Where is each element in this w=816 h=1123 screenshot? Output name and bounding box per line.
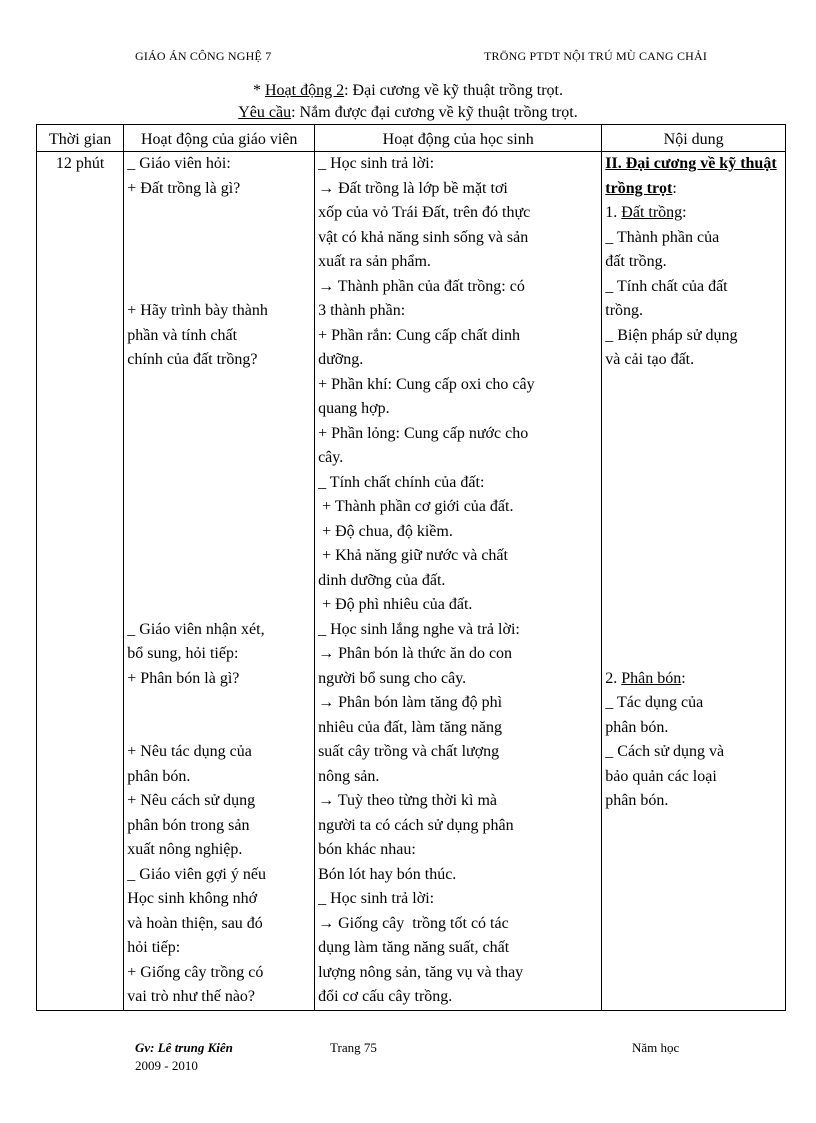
- student-line: suất cây trồng và chất lượng: [318, 743, 500, 760]
- time-cell: 12 phút: [37, 152, 124, 1011]
- student-line: vật có khả năng sinh sống và sản: [318, 228, 529, 246]
- teacher-line: [127, 495, 311, 520]
- header-time: Thời gian: [37, 125, 124, 152]
- teacher-line: [127, 446, 311, 471]
- header-teacher: Hoạt động của giáo viên: [124, 125, 315, 152]
- student-line: đổi cơ cấu cây trồng.: [318, 988, 453, 1005]
- teacher-line: + Hãy trình bày thành: [127, 302, 268, 319]
- student-line: + Thành phần cơ giới của đất.: [318, 498, 514, 515]
- teacher-line: vai trò như thế nào?: [127, 988, 256, 1005]
- student-line: nhiêu của đất, làm tăng năng: [318, 718, 503, 736]
- student-line: nông sản.: [318, 767, 380, 785]
- student-line: _ Học sinh trả lời:: [318, 155, 435, 172]
- student-line: người ta có cách sử dụng phân: [318, 816, 514, 834]
- teacher-line: chính của đất trồng?: [127, 351, 258, 368]
- student-line: dụng làm tăng năng suất, chất: [318, 939, 510, 956]
- student-line: → Tuỳ theo từng thời kì mà: [318, 792, 498, 809]
- student-line: _ Tính chất chính của đất:: [318, 473, 485, 491]
- teacher-line: [127, 250, 311, 275]
- content-line: và cải tạo đất.: [605, 351, 695, 368]
- footer-page: Trang 75: [330, 1040, 377, 1055]
- teacher-line: và hoàn thiện, sau đó: [127, 914, 263, 932]
- student-line: → Thành phần của đất trồng: có: [318, 277, 525, 295]
- teacher-line: [127, 226, 311, 251]
- teacher-line: + Phân bón là gì?: [127, 669, 240, 687]
- student-cell: [315, 152, 602, 1011]
- content-line: _ Tính chất của đất: [605, 277, 728, 295]
- activity-title: * Hoạt động 2: Đại cương về kỹ thuật trồng trọt.: [253, 82, 563, 99]
- student-line: 3 thành phần:: [318, 302, 406, 319]
- student-line: _ Học sinh trả lời:: [318, 890, 435, 907]
- student-line: lượng nông sản, tăng vụ và thay: [318, 963, 524, 981]
- section-title: II. Đại cương về kỹ thuật trồng trọt:: [605, 155, 777, 197]
- teacher-line: + Giống cây trồng có: [127, 963, 264, 981]
- content-line: phân bón.: [605, 792, 669, 809]
- teacher-line: + Nêu cách sử dụng: [127, 792, 256, 809]
- teacher-line: [127, 593, 311, 618]
- activity-label: Hoạt động 2: [265, 82, 345, 99]
- teacher-line: [127, 201, 311, 226]
- content-line: _ Cách sử dụng và: [605, 743, 725, 760]
- content-cell: [602, 152, 786, 1011]
- teacher-line: [127, 520, 311, 545]
- teacher-line: _ Giáo viên nhận xét,: [127, 620, 265, 638]
- student-line: quang hợp.: [318, 400, 390, 417]
- teacher-line: [127, 422, 311, 447]
- student-line: → Phân bón làm tăng độ phì: [318, 694, 503, 711]
- student-line: Bón lót hay bón thúc.: [318, 865, 457, 883]
- content-line: phân bón.: [605, 718, 669, 736]
- teacher-line: _ Giáo viên gợi ý nếu: [127, 865, 266, 883]
- student-line: xốp của vỏ Trái Đất, trên đó thực: [318, 204, 531, 221]
- teacher-line: phân bón trong sản: [127, 816, 250, 834]
- teacher-line: phần và tính chất: [127, 326, 238, 344]
- teacher-line: [127, 471, 311, 496]
- student-line: _ Học sinh lắng nghe và trả lời:: [318, 620, 520, 638]
- student-line: dinh dưỡng của đất.: [318, 571, 446, 589]
- content-line: _ Biện pháp sử dụng: [605, 326, 738, 344]
- student-line: + Phần khí: Cung cấp oxi cho cây: [318, 375, 535, 393]
- teacher-line: bổ sung, hỏi tiếp:: [127, 645, 239, 662]
- teacher-cell: [124, 152, 315, 1011]
- student-line: cây.: [318, 449, 344, 466]
- content-line: _ Tác dụng của: [605, 694, 704, 711]
- teacher-line: [127, 275, 311, 300]
- teacher-line: [127, 397, 311, 422]
- teacher-line: hỏi tiếp:: [127, 939, 181, 956]
- content-line: _ Thành phần của: [605, 228, 720, 246]
- footer-author: Gv: Lê trung Kiên: [135, 1040, 233, 1055]
- student-line: + Phần lỏng: Cung cấp nước cho: [318, 424, 529, 442]
- student-line: + Độ phì nhiêu của đất.: [318, 596, 473, 613]
- requirement-line: Yêu cầu: Nắm được đại cương về kỹ thuật trồng trọt.: [238, 104, 578, 121]
- teacher-line: + Nêu tác dụng của: [127, 743, 252, 760]
- teacher-line: [127, 716, 311, 741]
- teacher-line: Học sinh không nhớ: [127, 890, 258, 907]
- student-line: → Giống cây trồng tốt có tác: [318, 914, 509, 932]
- table-row: [37, 152, 786, 1011]
- header-student: Hoạt động của học sinh: [315, 125, 602, 152]
- teacher-line: phân bón.: [127, 767, 191, 785]
- lesson-table: [36, 124, 786, 1011]
- footer-years: 2009 - 2010: [135, 1058, 198, 1073]
- teacher-line: [127, 569, 311, 594]
- teacher-line: [127, 544, 311, 569]
- teacher-line: + Đất trồng là gì?: [127, 179, 241, 197]
- content-line: trồng.: [605, 302, 644, 319]
- header-right: TRÖNG PTDT NỘI TRÚ MÙ CANG CHẢI: [484, 49, 708, 63]
- student-line: → Đất trồng là lớp bề mặt tơi: [318, 179, 508, 197]
- teacher-line: _ Giáo viên hỏi:: [127, 155, 231, 172]
- table-header-row: [37, 125, 786, 152]
- header-left: GIÁO ÁN CÔNG NGHỆ 7: [135, 49, 272, 63]
- teacher-line: [127, 691, 311, 716]
- item2-heading: 2. Phân bón:: [605, 669, 686, 687]
- student-line: → Phân bón là thức ăn do con: [318, 645, 513, 662]
- student-line: xuất ra sản phẩm.: [318, 253, 431, 270]
- teacher-line: xuất nông nghiệp.: [127, 841, 243, 858]
- content-line: bảo quản các loại: [605, 767, 717, 785]
- item1-heading: 1. Đất trồng:: [605, 204, 687, 221]
- student-line: + Khả năng giữ nước và chất: [318, 547, 508, 564]
- student-line: + Phần rắn: Cung cấp chất dinh: [318, 326, 520, 344]
- student-line: bón khác nhau:: [318, 841, 416, 858]
- requirement-label: Yêu cầu: [238, 104, 292, 121]
- student-line: dưỡng.: [318, 351, 364, 368]
- teacher-line: [127, 373, 311, 398]
- student-line: + Độ chua, độ kiềm.: [318, 522, 453, 540]
- content-line: đất trồng.: [605, 253, 667, 270]
- footer-year-label: Năm học: [632, 1040, 680, 1055]
- header-content: Nội dung: [602, 125, 786, 152]
- student-line: người bổ sung cho cây.: [318, 669, 467, 687]
